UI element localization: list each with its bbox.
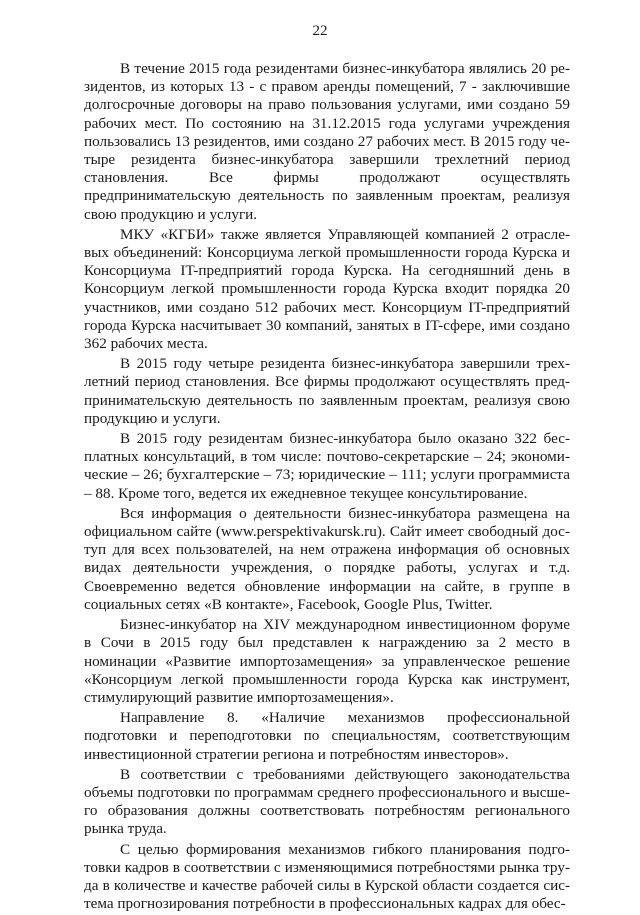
paragraph-residents-formation: В 2015 году четыре резидента бизнес-инкубатора завершили трехлетний период становления. Все фирмы продолжают осуществлять предпринимательскую деятельность по заявленным проектам, реализуя свою продукцию и услуги. bbox=[84, 355, 570, 427]
paragraph-direction-8: Направление 8. «Наличие механизмов профессиональной подготовки и переподготовки по специальностям, соответствующим инвестиционной стратегии региона и потребностям инвесторов». bbox=[84, 709, 570, 763]
paragraph-consultations: В 2015 году резидентам бизнес-инкубатора было оказано 322 бесплатных консультаций, в том числе: почтово-секретарские – 24; экономические – 26; бухгалтерские – 73; юридические – 111; услуги программиста – 88. Кроме того, ведется их ежедневное текущее консультирование. bbox=[84, 430, 570, 502]
paragraph-management-company: МКУ «КГБИ» также является Управляющей компанией 2 отраслевых объединений: Консорциума легкой промышленности города Курска и Консорциума IT-предприятий города Курска. На сегодняшний день в Консорциум легкой промышленности города Курска входит порядка 20 участников, ими создано 512 рабочих мест. Консорциум IT-предприятий города Курска насчитывает 30 компаний, занятых в IT-сфере, ими создано 362 рабочих места. bbox=[84, 225, 570, 353]
paragraph-investment-forum: Бизнес-инкубатор на XIV международном инвестиционном форуме в Сочи в 2015 году был представлен к награждению за 2 место в номинации «Развитие импортозамещения» за управленческое решение «Консорциум легкой промышленности города Курска как инструмент, стимулирующий развитие импортозамещения». bbox=[84, 616, 570, 706]
body-text bbox=[84, 60, 570, 915]
paragraph-residents-2015: В течение 2015 года резидентами бизнес-инкубатора являлись 20 резидентов, из которых 13 - с правом аренды помещений, 7 - заключившие долгосрочные договоры на право пользования услугами, ими создано 59 рабочих мест. По состоянию на 31.12.2015 года услугами учреждения пользовались 13 резидентов, ими создано 27 рабочих мест. В 2015 году четыре резидента бизнес-инкубатора завершили трехлетний период становления. Все фирмы продолжают осуществлять предпринимательскую деятельность по заявленным проектам, реализуя свою продукцию и услуги. bbox=[84, 60, 570, 223]
page-number: 22 bbox=[312, 23, 328, 39]
paragraph-planning-mechanisms: С целью формирования механизмов гибкого планирования подготовки кадров в соответствии с изменяющимися потребностями рынка труда в количестве и качестве рабочей силы в Курской области создается система прогнозирования потребности в профессиональных кадрах для обес- bbox=[84, 840, 570, 913]
paragraph-legislation: В соответствии с требованиями действующего законодательства объемы подготовки по программам среднего профессионального и высшего образования должны соответствовать потребностям регионального рынка труда. bbox=[84, 765, 570, 838]
paragraph-website-info: Вся информация о деятельности бизнес-инкубатора размещена на официальном сайте (www.perspektivakursk.ru). Сайт имеет свободный доступ для всех пользователей, на нем отражена информация об основных видах деятельности учреждения, о порядке работы, услугах и т.д. Своевременно ведется обновление информации на сайте, в группе в социальных сетях «В контакте», Facebook, Google Plus, Twitter. bbox=[84, 504, 570, 613]
